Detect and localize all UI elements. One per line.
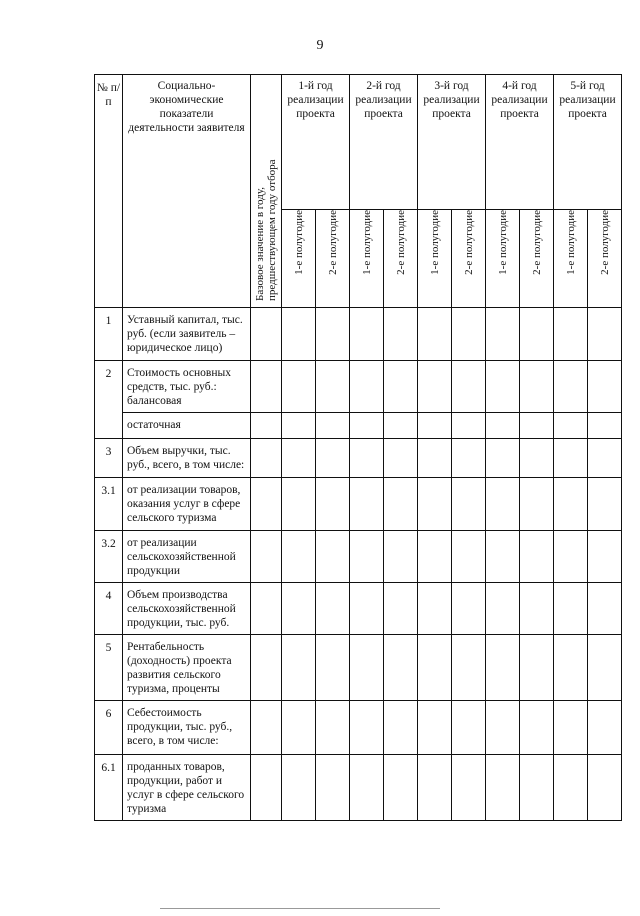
header-year-4: 4-й год реализации проекта xyxy=(486,75,554,210)
header-year-5: 5-й год реализации проекта xyxy=(554,75,622,210)
table-row xyxy=(95,413,622,439)
header-year-3: 3-й год реализации проекта xyxy=(418,75,486,210)
page-number: 9 xyxy=(316,38,324,53)
row-label: проданных товаров, продукции, работ и услуг в сфере сельского туризма xyxy=(123,755,251,821)
header-half-1: 1-е полугодие xyxy=(418,210,452,308)
row-label: остаточная xyxy=(123,413,251,439)
row-label: от реализации товаров, оказания услуг в сфере сельского туризма xyxy=(123,478,251,531)
row-num: 4 xyxy=(95,583,123,635)
table-row xyxy=(95,478,622,531)
header-year-1: 1-й год реализации проекта xyxy=(282,75,350,210)
header-half-2: 2-е полугодие xyxy=(316,210,350,308)
header-half-2: 2-е полугодие xyxy=(520,210,554,308)
header-half-1: 1-е полугодие xyxy=(486,210,520,308)
table-row xyxy=(95,439,622,478)
row-num: 3.1 xyxy=(95,478,123,531)
header-half-2: 2-е полугодие xyxy=(452,210,486,308)
table-row xyxy=(95,755,622,821)
row-num: 1 xyxy=(95,308,123,361)
table-row xyxy=(95,701,622,755)
row-label: Объем производства сельскохозяйственной продукции, тыс. руб. xyxy=(123,583,251,635)
header-num: № п/п xyxy=(95,75,123,308)
row-num: 2 xyxy=(95,361,123,439)
header-indicator: Социально-экономические показатели деятельности заявителя xyxy=(123,75,251,308)
header-half-1: 1-е полугодие xyxy=(282,210,316,308)
row-label: Себестоимость продукции, тыс. руб., всего, в том числе: xyxy=(123,701,251,755)
table-row xyxy=(95,308,622,361)
header-half-2: 2-е полугодие xyxy=(588,210,622,308)
header-half-2: 2-е полугодие xyxy=(384,210,418,308)
row-label: Стоимость основных средств, тыс. руб.: балансовая xyxy=(123,361,251,413)
row-label: Уставный капитал, тыс. руб. (если заявитель – юридическое лицо) xyxy=(123,308,251,361)
header-base-value: Базовое значение в году, предшествующем году отбора xyxy=(251,75,282,308)
row-num: 3.2 xyxy=(95,531,123,583)
header-half-1: 1-е полугодие xyxy=(554,210,588,308)
table-row xyxy=(95,635,622,701)
row-num: 6.1 xyxy=(95,755,123,821)
table-row xyxy=(95,361,622,413)
row-label: от реализации сельскохозяйственной продукции xyxy=(123,531,251,583)
row-label: Рентабельность (доходность) проекта развития сельского туризма, проценты xyxy=(123,635,251,701)
row-num: 3 xyxy=(95,439,123,478)
indicators-table xyxy=(94,74,622,821)
scan-edge-line xyxy=(160,908,440,909)
row-num: 6 xyxy=(95,701,123,755)
header-half-1: 1-е полугодие xyxy=(350,210,384,308)
table-row xyxy=(95,531,622,583)
row-num: 5 xyxy=(95,635,123,701)
header-year-2: 2-й год реализации проекта xyxy=(350,75,418,210)
table-row xyxy=(95,583,622,635)
row-label: Объем выручки, тыс. руб., всего, в том числе: xyxy=(123,439,251,478)
